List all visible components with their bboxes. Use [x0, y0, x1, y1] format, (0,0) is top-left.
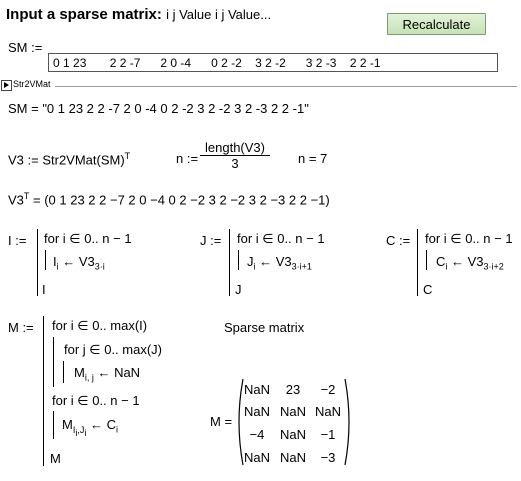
n-def-denominator: 3 — [200, 155, 270, 171]
prog-m-line5-subsub2: i — [84, 427, 87, 438]
prog-m-line5-var: M — [62, 417, 73, 432]
prog-i-bar — [37, 229, 38, 296]
n-result: n = 7 — [298, 151, 328, 166]
v3-def-transpose: T — [124, 151, 131, 161]
prog-j-for: for i ∈ 0.. n − 1 — [237, 231, 325, 246]
prog-j-inner-bar — [238, 250, 239, 270]
prog-j-index: 3·i+1 — [291, 261, 312, 272]
expand-arrow-icon[interactable] — [1, 80, 12, 91]
page-title — [6, 6, 271, 23]
result-matrix-lhs: M = — [210, 414, 233, 429]
n-def-numerator: length(V3) — [205, 140, 265, 155]
region-divider — [55, 86, 517, 87]
prog-i-arrow: ← V3 — [58, 254, 95, 269]
matrix-cell: −4 — [249, 427, 265, 442]
prog-j-assign — [247, 254, 312, 272]
prog-i-lhs: I := — [8, 233, 27, 248]
prog-m-bar — [43, 316, 44, 466]
prog-m-line3-var: M — [74, 365, 85, 380]
prog-m-line4: for i ∈ 0.. n − 1 — [52, 393, 140, 408]
prog-c-inner-bar — [426, 250, 427, 270]
matrix-cell: NaN — [243, 450, 270, 465]
prog-i-return: I — [42, 282, 46, 297]
sm-input-field[interactable] — [48, 53, 498, 72]
prog-j-bar — [229, 229, 230, 296]
prog-m-line5-sub — [72, 424, 87, 438]
sm-display: SM = "0 1 23 2 2 -7 2 0 -4 0 2 -2 3 2 -2 3 2 -3 2 2 -1" — [8, 101, 309, 116]
prog-j-var-sub: i — [253, 261, 256, 272]
prog-i-for: for i ∈ 0.. n − 1 — [44, 231, 132, 246]
prog-m-line2: for j ∈ 0.. max(J) — [64, 342, 163, 357]
matrix-cell: −3 — [320, 450, 336, 465]
collapsed-region[interactable] — [0, 80, 521, 92]
prog-c-assign — [436, 254, 504, 272]
prog-m-bar4 — [53, 411, 54, 439]
prog-j-lhs: J := — [200, 233, 222, 248]
region-label: Str2VMat — [13, 79, 51, 89]
prog-m-line5-subsub1: i — [75, 427, 78, 438]
prog-m-return: M — [50, 451, 61, 466]
prog-m-line3-sub: i, j — [84, 372, 94, 383]
matrix-cell: NaN — [279, 450, 306, 465]
matrix-cell: 23 — [285, 382, 301, 397]
prog-m-line3-rest: ← NaN — [93, 365, 141, 380]
v3t-transpose: T — [23, 191, 30, 201]
prog-j-return: J — [235, 282, 242, 297]
sm-input-label: SM := — [8, 40, 43, 55]
matrix-cell: NaN — [243, 404, 270, 419]
v3t-lhs: V3 — [8, 192, 24, 208]
prog-m-lhs: M := — [8, 320, 34, 335]
prog-m-line5-csub: i — [116, 424, 118, 435]
prog-j-arrow: ← V3 — [255, 254, 292, 269]
prog-m-line1: for i ∈ 0.. max(I) — [52, 318, 148, 333]
prog-c-var: C — [436, 254, 446, 269]
prog-i-inner-bar — [45, 250, 46, 270]
matrix-cell: NaN — [314, 404, 341, 419]
result-matrix — [240, 380, 348, 468]
prog-i-assign — [53, 254, 105, 272]
prog-m-line3 — [74, 365, 140, 383]
prog-c-lhs: C := — [386, 233, 411, 248]
recalculate-button[interactable]: Recalculate — [387, 13, 486, 35]
prog-m-line5-comma: ,J — [77, 424, 85, 435]
prog-c-bar — [417, 229, 418, 296]
title-hint: i j Value i j Value... — [166, 7, 272, 22]
prog-j-var: J — [247, 254, 254, 269]
prog-c-return: C — [423, 282, 433, 297]
matrix-cell: NaN — [279, 427, 306, 442]
prog-m-bar3 — [63, 361, 64, 383]
prog-m-bar2 — [53, 337, 54, 387]
prog-i-var: I — [53, 254, 57, 269]
v3t-values: = (0 1 23 2 2 −7 2 0 −4 0 2 −2 3 2 −2 3 2 −3 2 2 −1) — [29, 192, 330, 208]
matrix-cell: NaN — [279, 404, 306, 419]
prog-c-for: for i ∈ 0.. n − 1 — [425, 231, 513, 246]
matrix-cell: −2 — [320, 382, 336, 397]
prog-i-index: 3·i — [94, 261, 105, 272]
prog-c-arrow: ← V3 — [447, 254, 484, 269]
prog-c-index: 3·i+2 — [483, 261, 504, 272]
v3-definition — [8, 151, 130, 167]
prog-c-var-sub: i — [445, 261, 448, 272]
sparse-matrix-label: Sparse matrix — [224, 320, 305, 335]
prog-m-line5-sub-i: I — [72, 424, 76, 435]
prog-i-var-sub: i — [56, 261, 59, 272]
title-text: Input a sparse matrix: — [6, 6, 162, 23]
v3-def-lhs: V3 := Str2VMat(SM) — [8, 152, 125, 168]
v3t-result — [8, 191, 330, 207]
matrix-cell: NaN — [243, 382, 270, 397]
n-def-fraction — [200, 140, 270, 171]
n-def-lhs: n := — [176, 151, 199, 166]
matrix-cell: −1 — [320, 427, 336, 442]
prog-m-line5 — [62, 417, 118, 437]
prog-m-line5-rest: ← C — [86, 417, 116, 432]
